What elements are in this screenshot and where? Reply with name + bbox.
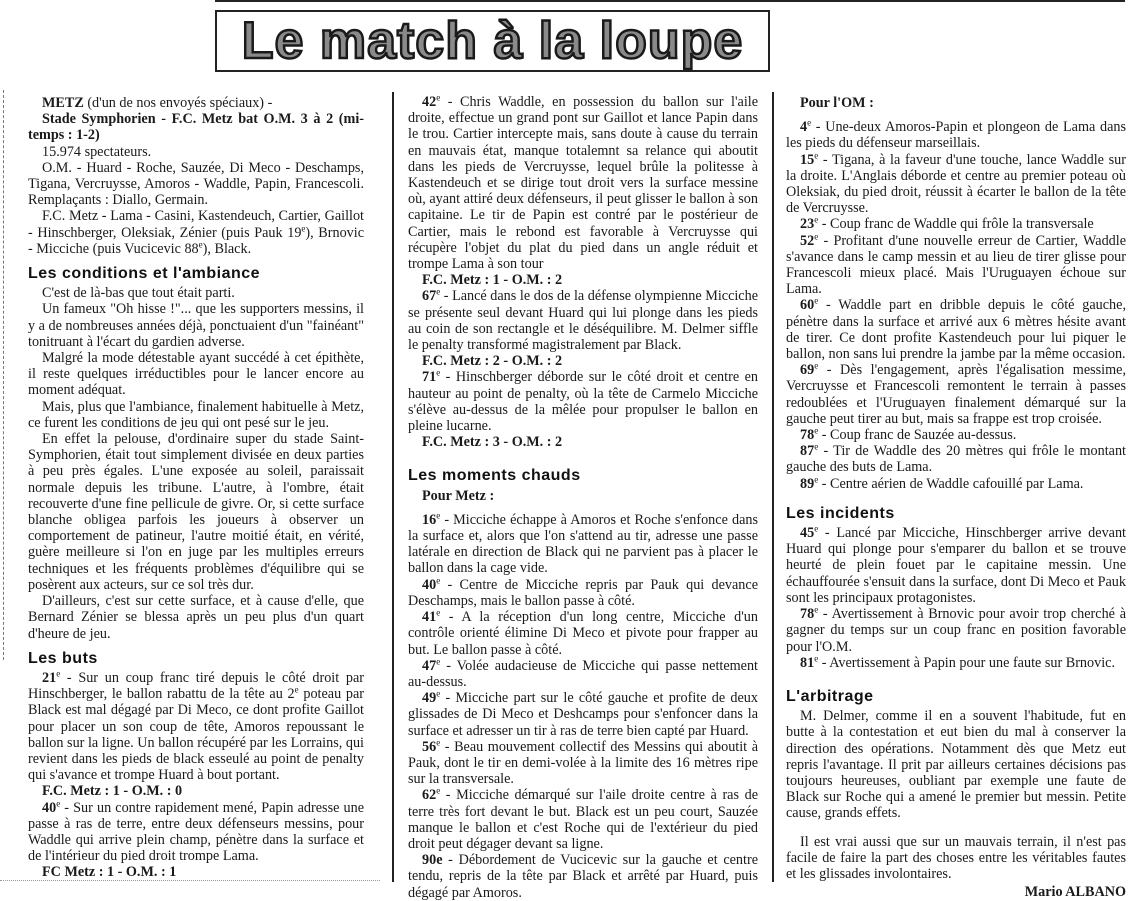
timeline-entry: 4e - Une-deux Amoros-Papin et plongeon de Lama dans les pieds du défenseur marseillais. [786,117,1126,152]
timeline-entry: 15e - Tigana, à la faveur d'une touche, lance Waddle sur la droite. L'Anglais déborde et centre au premier poteau où Oleksiak, du pied droit, réussit à écarter le ballon de la tête de Vercruysse. [786,149,1126,217]
paragraph: Mais, plus que l'ambiance, finalement habituelle à Metz, ce furent les conditions de jeu qui ont pesé sur le jeu. [28,398,364,431]
spectators: 15.974 spectateurs. [42,143,152,160]
entry-text: - Micciche échappe à Amoros et Roche s'enfonce dans la surface et, alors que l'on s'attend au tir, adresse une passe latérale en direction de Black qui ne parvient pas à placer le ballon dans la cage vide. [408,511,758,577]
timeline-entry: 49e - Micciche part sur le côté gauche et profite de deux glissades de Di Meco et Deshcamps pour s'enfoncer dans la surface et adresser un tir à ras de terre bien capté par Huard. [408,688,758,739]
entry-text: - Micciche démarqué sur l'aile droite centre à ras de terre très fort devant le but. Black est un peu court, Sauzée manque le ballon et c'est Roche qui de l'extérieur du pied droit peut dégager devant sa ligne. [408,787,758,852]
minute-label: 16 [422,511,437,528]
timeline-entry: 16e - Micciche échappe à Amoros et Roche s'enfonce dans la surface et, alors que l'on s'attend au tir, adresse une passe latérale en direction de Black qui ne parvient pas à placer le ballon dans la cage vide. [408,510,758,577]
paragraph: Il est vrai aussi que sur un mauvais terrain, il n'est pas facile de faire la part des choses entre les véritables fautes et les glissades involontaires. [786,833,1126,882]
goal-entry: 67e - Lancé dans le dos de la défense olympienne Micciche se présente seul devant Huard qui lui plonge dans les pieds au coin de son rectangle et le déséquilibre. M. Delmer siffle le penalty transformé magistralement par Black. [408,286,758,354]
minute-label: 40 [422,576,437,593]
entry-text: - Profitant d'une nouvelle erreur de Cartier, Waddle s'avance dans le camp messin et au lieu de tirer glisse pour Francescoli mieux placé. Mais l'Uruguayen échoue sur Lama. [786,232,1126,298]
entry-text: - Coup franc de Sauzée au-dessus. [818,427,1017,444]
column-divider-2 [772,92,774,882]
section-heading-arbitrage: L'arbitrage [786,687,874,705]
score-line: FC Metz : 1 - O.M. : 1 [42,864,177,881]
minute-label: 56 [422,738,437,755]
headline-box [215,10,770,72]
moments-list [408,512,758,901]
timeline-entry: 69e - Dès l'engagement, après l'égalisation messime, Vercruysse et Francescoli remontent le terrain à passes redoublées et l'Uruguayen finalement démarqué sur la gauche peut tirer au but, mais sa frappe est trop croisée. [786,360,1126,427]
score-line: F.C. Metz : 2 - O.M. : 2 [422,353,563,370]
timeline-entry: 41e - A la réception d'un long centre, Micciche d'un contrôle orienté élimine Di Meco et pivote pour frapper au but. Le ballon passe à côté. [408,607,758,658]
timeline-entry: 23e - Coup franc de Waddle qui frôle la transversale [800,214,1094,233]
score-line: F.C. Metz : 3 - O.M. : 2 [422,434,563,451]
lineup-metz: F.C. Metz - Lama - Casini, Kastendeuch, Cartier, Gaillot - Hinschberger, Oleksiak, Zénier (puis Pauk 19e), Brnovic - Micciche (puis Vucicevic 88e), Black. [28,208,365,257]
score-line: F.C. Metz : 1 - O.M. : 2 [422,272,563,289]
entry-text: - Avertissement à Papin pour une faute sur Brnovic. [818,654,1116,671]
minute-label: 87 [800,443,815,460]
timeline-entry: 87e - Tir de Waddle des 20 mètres qui frôle le montant gauche des buts de Lama. [786,441,1126,476]
minute-label: 4 [800,119,808,136]
timeline-entry: 78e - Avertissement à Brnovic pour avoir trop cherché à gagner du temps sur un coup franc en position favorable pour l'O.M. [786,604,1126,655]
minute-label: 45 [800,525,815,542]
entry-text: - Tigana, à la faveur d'une touche, lance Waddle sur la droite. L'Anglais déborde et centre au premier poteau où Oleksiak, du pied droit, réussit à écarter le ballon de la tête de Vercruysse. [786,151,1126,217]
minute-label: 89 [800,475,815,492]
minute-label: 15 [800,151,815,168]
entry-text: - Avertissement à Brnovic pour avoir trop cherché à gagner du temps sur un coup franc en position favorable pour l'O.M. [786,606,1126,655]
timeline-entry: 62e - Micciche démarqué sur l'aile droite centre à ras de terre très fort devant le but. Black est un peu court, Sauzée manque le ballon et c'est Roche qui de l'extérieur du pied droit peut dégager devant sa ligne. [408,785,758,852]
minute-label: 49 [422,690,437,707]
timeline-entry [408,852,758,901]
paragraph: En effet la pelouse, d'ordinaire super du stade Saint-Symphorien, était tout simplement divisée en deux parties à peu près égales. L'une exposée au soleil, paraissait normale depuis les tribune. L'autre, à l'ombre, était recouverte d'une fine pellicule de givre. Or, si cette surface blanche obligea parfois les joueurs à observer un comportement de patineur, l'autre moitié était, en vérité, guère meilleure si l'on en juge par les multiples erreurs techniques et les fréquents problèmes d'équilibre qui se posèrent aux acteurs, sur ce sol très dur. [28,431,364,593]
goal-entry: 21e - Sur un coup franc tiré depuis le côté droit par Hinschberger, le ballon rabattu de la tête au 2e poteau par Black est mal dégagé par Di Meco, ce dont profite Gaillot pour placer un son coup de tête, Amoros repoussant le ballon sur la ligne. Un ballon récupéré par les Lorrains, qui revient dans les pieds de black esseulé au point de penalty qui s'avance et trompe Huard à bout portant. [28,668,365,784]
entry-text: - Centre aérien de Waddle cafouillé par Lama. [818,475,1084,492]
entry-text: - Une-deux Amoros-Papin et plongeon de Lama dans les pieds du défenseur marseillais. [786,119,1126,152]
clipping-left-edge [3,90,5,660]
entry-text: - Débordement de Vucicevic sur la gauche et centre tendu, repris de la tête par Black et arrêté par Huard, puis dégagé par Amoros. [408,852,758,901]
dateline: METZ (d'un de nos envoyés spéciaux) - [42,95,273,111]
entry-text: - Volée audacieuse de Micciche qui passe nettement au-dessus. [408,657,758,690]
paragraph: C'est de là-bas que tout était parti. [42,285,235,302]
minute-label: 60 [800,297,815,314]
section-heading-buts: Les buts [28,649,98,667]
timeline-entry: 45e - Lancé par Micciche, Hinschberger arrive devant Huard qui plonge pour s'emparer du ballon et se trouve heurté de plein fouet par le capitaine messin. Une échauffourée s'ensuit dans la surface, dont Di Meco et Pauk sont les principaux protagonistes. [786,523,1126,606]
headline: Le match à la loupe [241,12,744,70]
minute-label: 23 [800,216,815,233]
section-heading-incidents: Les incidents [786,504,895,522]
timeline-entry: 89e - Centre aérien de Waddle cafouillé par Lama. [800,473,1084,492]
goal-entry: 40e - Sur un contre rapidement mené, Papin adresse une passe à ras de terre, entre deux défenseurs messins, pour Waddle qui arrive plein champ, pénètre dans la surface et de l'intérieur du pied droit trompe Lama. [28,797,364,865]
entry-text: - Lancé par Micciche, Hinschberger arrive devant Huard qui plonge pour s'emparer du ballon et se trouve heurté de plein fouet par le capitaine messin. Une échauffourée s'ensuit dans la surface, dont Di Meco et Pauk sont les principaux protagonistes. [786,525,1126,606]
column-3 [786,95,1126,900]
entry-text: - Beau mouvement collectif des Messins qui aboutit à Pauk, dont le tir en demi-volée à la limite des 16 mètres ripe sur la transversale. [408,738,758,788]
section-heading-conditions: Les conditions et l'ambiance [28,265,261,283]
column-2 [408,94,758,901]
goal-entry: 42e - Chris Waddle, en possession du ballon sur l'aile droite, effectue un grand pont sur Gaillot et lance Papin dans le trou. Cartier intercepte mais, sans doute à cause du terrain en mauvais état, manque totalemnt sa relance qui aboutit dans les pieds de Vercruysse, lequel brûle la politesse à Kastendeuch et se dirige tout droit vers la surface messine où, ayant attiré deux défenseurs, il peut glisser le ballon à son capitaine. Le tir de Papin est contré par le postérieur de Cartier, mais le rebond est favorable à Vercruysse qui récupère l'objet du plat du pied dans un angle réduit et trompe Lama à son tour [408,92,758,273]
minute-label: 90e [422,852,443,869]
entry-text: - Dès l'engagement, après l'égalisation messime, Vercruysse et Francescoli remontent le terrain à passes redoublées et l'Uruguayen finalement démarqué sur la gauche peut tirer au but, mais sa frappe est trop croisée. [786,362,1126,427]
column-1 [28,95,364,881]
om-moments-list [786,119,1126,492]
entry-text: - Centre de Micciche repris par Pauk qui devance Deschamps, mais le ballon passe à côté. [408,576,758,609]
minute-label: 62 [422,787,437,804]
entry-text: - Waddle part en dribble depuis le côté gauche, pénètre dans la surface et arrivé aux 6 mètres hésite avant de tirer. Ce dont profite Kastendeuch pour lui piquer le ballon, non sans lui prendre la jambe par la même occasion. [786,297,1126,363]
timeline-entry: 56e - Beau mouvement collectif des Messins qui aboutit à Pauk, dont le tir en demi-volée à la limite des 16 mètres ripe sur la transversale. [408,736,758,788]
subheading-pour-om: Pour l'OM : [800,95,874,111]
paragraph: M. Delmer, comme il en a souvent l'habitude, fut en butte à la contestation et eut bien du mal à conserver la direction des opérations. Notamment dès que Metz eut repris l'avantage. Il prit par ailleurs certaines décisions pas toujours heureuses, oubliant par exemple une faute de Black sur Roche qui a amené le premier but messin. Petite cause, grands effets. [786,708,1126,822]
section-heading-moments: Les moments chauds [408,467,581,485]
score-line: F.C. Metz : 1 - O.M. : 0 [42,783,183,800]
minute-label: 78 [800,606,815,623]
minute-label: 81 [800,654,815,671]
entry-text: - Micciche part sur le côté gauche et profite de deux glissades de Di Meco et Deshcamps pour s'enfoncer dans la surface et adresser un tir à ras de terre bien capté par Huard. [408,690,758,739]
lineup-om: O.M. - Huard - Roche, Sauzée, Di Meco - Deschamps, Tigana, Vercruysse, Amoros - Waddle, Papin, Francescoli. Remplaçants : Diallo, Germain. [28,159,364,209]
entry-text: - A la réception d'un long centre, Micciche d'un contrôle orienté élimine Di Meco et pivote pour frapper au but. Le ballon passe à côté. [408,609,758,658]
match-line: Stade Symphorien - F.C. Metz bat O.M. 3 à 2 (mi-temps : 1-2) [28,111,364,144]
column-divider-1 [392,92,394,882]
timeline-entry: 47e - Volée audacieuse de Micciche qui passe nettement au-dessus. [408,655,758,690]
entry-text: - Coup franc de Waddle qui frôle la transversale [818,216,1094,233]
minute-label: 41 [422,609,437,626]
paragraph: D'ailleurs, c'est sur cette surface, et à cause d'elle, que Bernard Zénier se blessa après un peu plus d'un quart d'heure de jeu. [28,593,364,642]
timeline-entry: 78e - Coup franc de Sauzée au-dessus. [800,425,1017,444]
paragraph: Malgré la mode détestable ayant succédé à cet épithète, il reste quelques irréductibles pour le lancer encore au moment adéquat. [28,350,364,399]
bottom-edge [0,880,380,882]
incidents-list [786,525,1126,671]
timeline-entry: 52e - Profitant d'une nouvelle erreur de Cartier, Waddle s'avance dans le camp messin et au lieu de tirer glisse pour Francescoli mieux placé. Mais l'Uruguayen échoue sur Lama. [786,230,1126,298]
timeline-entry: 60e - Waddle part en dribble depuis le côté gauche, pénètre dans la surface et arrivé aux 6 mètres hésite avant de tirer. Ce dont profite Kastendeuch pour lui piquer le ballon, non sans lui prendre la jambe par la même occasion. [786,295,1126,363]
timeline-entry: 81e - Avertissement à Papin pour une faute sur Brnovic. [800,652,1116,671]
paragraph: Un fameux "Oh hisse !"... que les supporters messins, il y a de nombreuses années déjà, ponctuaient d'un "fainéant" tonitruant à l'écart du gardien adverse. [28,301,364,350]
top-rule [215,0,1125,2]
goal-entry: 71e - Hinschberger déborde sur le côté droit et centre en hauteur au point de penalty, où la tête de Carmelo Micciche s'élève au-dessus de la mêlée pour propulser le ballon en pleine lucarne. [408,367,758,435]
minute-label: 47 [422,657,437,674]
entry-text: - Tir de Waddle des 20 mètres qui frôle le montant gauche des buts de Lama. [786,443,1126,476]
author-signature: Mario ALBANO [1024,884,1126,901]
minute-label: 69 [800,362,815,379]
subheading-pour-metz: Pour Metz : [422,487,495,504]
timeline-entry: 40e - Centre de Micciche repris par Pauk qui devance Deschamps, mais le ballon passe à côté. [408,574,758,609]
minute-label: 78 [800,427,815,444]
minute-label: 52 [800,232,815,249]
